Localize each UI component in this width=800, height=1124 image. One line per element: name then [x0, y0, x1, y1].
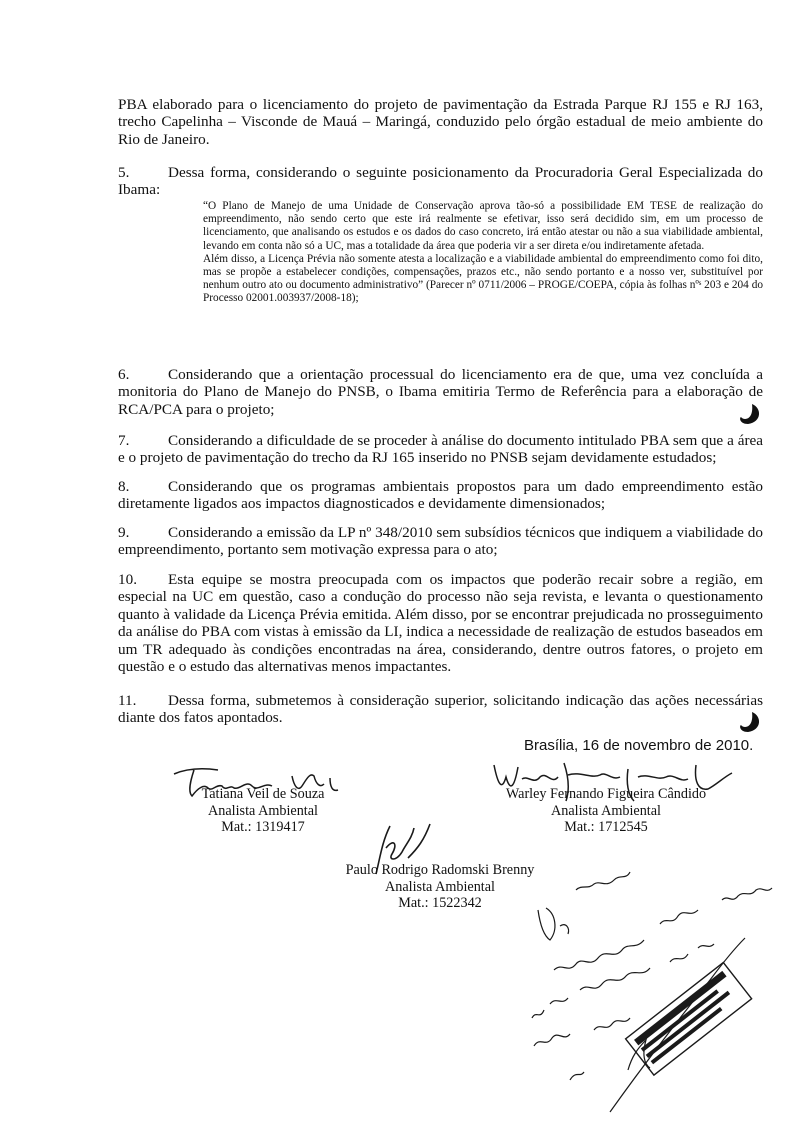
paragraph-text: Dessa forma, submetemos à consideração superior, solicitando indicação das ações necessárias diante dos fatos apontados.	[118, 692, 763, 727]
handwritten-dispatch-note-icon	[510, 850, 790, 1120]
intro-paragraph: PBA elaborado para o licenciamento do projeto de pavimentação da Estrada Parque RJ 155 e RJ 163, trecho Capelinha – Visconde de Mauá – Maringá, conduzido pelo órgão estadual de meio ambiente do Rio de Janeiro.	[118, 96, 763, 148]
quote-paragraph-2: Além disso, a Licença Prévia não somente atesta a localização e a viabilidade ambiental do empreendimento como foi dito, mas se propõe a estabelecer condições, compensações, prazos etc., não sendo portanto e a nosso ver, substituível por nenhum outro ato ou documento administrativo” (Parecer nº 0711/2006 – PROGE/COEPA, cópia às folhas nºˢ 203 e 204 do Processo 02001.003937/2008-18);	[203, 252, 763, 305]
signatory-block-1	[168, 786, 358, 836]
signatory-name: Tatiana Veil de Souza	[201, 786, 325, 802]
signatory-role: Analista Ambiental	[385, 878, 495, 895]
paragraph-6	[118, 366, 763, 418]
paragraph-number: 8.	[118, 478, 130, 495]
paragraph-number: 9.	[118, 524, 130, 541]
signatory-block-2	[486, 786, 726, 836]
paragraph-text: Considerando que os programas ambientais propostos para um dado empreendimento estão diretamente ligados aos impactos diagnosticados e devidamente dimensionados;	[118, 478, 763, 513]
paragraph-text: Considerando a dificuldade de se proceder à análise do documento intitulado PBA sem que a área e o projeto de pavimentação do trecho da RJ 165 inserido no PNSB sejam devidamente estudados;	[118, 432, 763, 467]
paragraph-9	[118, 524, 763, 559]
paragraph-number: 7.	[118, 432, 130, 449]
paragraph-text: Considerando a emissão da LP nº 348/2010 sem subsídios técnicos que indiquem a viabilidade do empreendimento, portanto sem motivação expressa para o ato;	[118, 524, 763, 559]
paragraph-10	[118, 571, 763, 675]
signatory-block-3	[330, 862, 550, 912]
signatory-registration: Mat.: 1319417	[221, 819, 305, 836]
signatory-role: Analista Ambiental	[551, 802, 661, 819]
signatory-name: Paulo Rodrigo Radomski Brenny	[345, 862, 535, 878]
page-corner-mark-icon	[738, 710, 762, 734]
paragraph-text: Esta equipe se mostra preocupada com os impactos que poderão recair sobre a região, em especial na UC em questão, caso a condução do processo não seja revista, e levanta o questionamento quanto à validade da Licença Prévia emitida. Além disso, por se encontrar prejudicada no prosseguimento da análise do PBA com vistas à emissão da LI, indica a necessidade de realização de estudos baseados em um TR adequado às condições encontradas na área, considerando, dentre outros fatores, o projeto em questão e o estudo das alternativas menos impactantes.	[118, 571, 763, 676]
signatory-role: Analista Ambiental	[208, 802, 318, 819]
paragraph-number: 6.	[118, 366, 130, 383]
paragraph-8	[118, 478, 763, 513]
official-stamp-icon	[626, 962, 752, 1075]
paragraph-number: 11.	[118, 692, 137, 709]
paragraph-number: 10.	[118, 571, 137, 588]
page-corner-mark-icon	[738, 402, 762, 426]
paragraph-number: 5.	[118, 164, 130, 181]
legal-opinion-quote	[203, 200, 763, 306]
paragraph-11	[118, 692, 763, 727]
paragraph-text: Dessa forma, considerando o seguinte posicionamento da Procuradoria Geral Especializada do Ibama:	[118, 164, 763, 199]
paragraph-5	[118, 164, 763, 199]
paragraph-text: Considerando que a orientação processual do licenciamento era de que, uma vez concluída a monitoria do Plano de Manejo do PNSB, o Ibama emitiria Termo de Referência para a elaboração de RCA/PCA para o projeto;	[118, 366, 763, 418]
date-line: Brasília, 16 de novembro de 2010.	[524, 737, 754, 754]
signatory-name: Warley Fernando Figueira Cândido	[505, 786, 707, 802]
signatory-registration: Mat.: 1522342	[398, 895, 482, 912]
signatory-registration: Mat.: 1712545	[564, 819, 648, 836]
quote-paragraph-1: “O Plano de Manejo de uma Unidade de Conservação aprova tão-só a possibilidade EM TESE de realização do empreendimento, não sendo certo que este irá realmente se efetivar, isso será decidido sim, em um processo de licenciamento, que analisando os estudos e os dados do caso concreto, irá então atestar ou não a sua viabilidade ambiental, levando em conta não só a UC, mas a totalidade da área que poderia vir a ser direta e/ou indiretamente afetada.	[203, 200, 763, 252]
paragraph-7	[118, 432, 763, 467]
